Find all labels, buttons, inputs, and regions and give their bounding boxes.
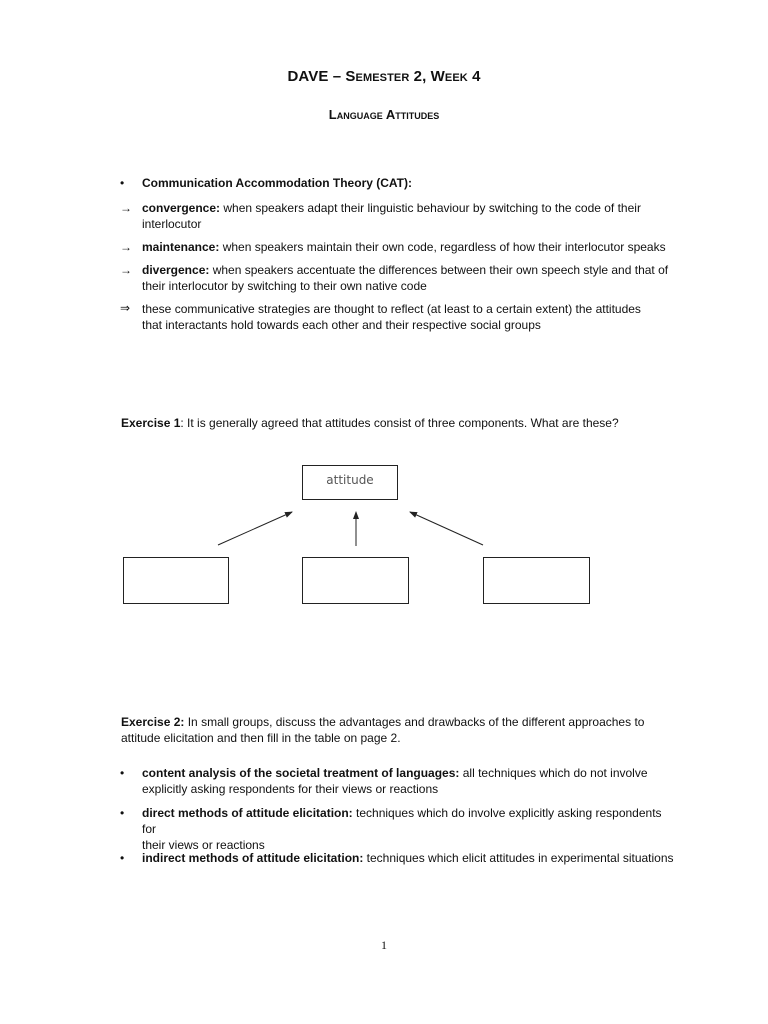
attitude-label: attitude	[326, 473, 374, 487]
exercise2-bullet-content-analysis: content analysis of the societal treatment of languages: all techniques which do not involve explicitly asking respondents for their views or reactions	[142, 766, 648, 796]
component-box-right[interactable]	[483, 557, 590, 604]
cat-item-maintenance: maintenance: when speakers maintain their own code, regardless of how their interlocutor speaks	[142, 240, 666, 254]
exercise2-bullet-direct: direct methods of attitude elicitation: techniques which do involve explicitly asking respondents for their views or reactions	[142, 806, 662, 852]
page-number: 1	[381, 938, 387, 952]
arrow-icon: →	[120, 263, 132, 277]
title-prefix: DAVE –	[287, 68, 346, 85]
cat-heading: Communication Accommodation Theory (CAT):	[142, 176, 412, 190]
arrow-icon: →	[120, 240, 132, 254]
arrow-icon: →	[120, 201, 132, 215]
exercise2-bullet-indirect: indirect methods of attitude elicitation: techniques which elicit attitudes in experimental situations	[142, 851, 674, 865]
cat-item-divergence: divergence: when speakers accentuate the differences between their own speech style and that of their interlocutor by switching to their own native code	[142, 263, 669, 293]
exercise1-prompt: Exercise 1: It is generally agreed that attitudes consist of three components. What are these?	[121, 416, 619, 430]
cat-conclusion: these communicative strategies are thought to reflect (at least to a certain extent) the attitudes that interactants hold towards each other and their respective social groups	[142, 302, 641, 332]
bullet-icon: •	[120, 851, 125, 865]
title-main: Semester 2, Week 4	[345, 68, 481, 85]
cat-item-convergence: convergence: when speakers adapt their linguistic behaviour by switching to the code of their interlocutor	[142, 201, 641, 231]
bullet-icon: •	[120, 806, 125, 820]
page-subtitle: Language Attitudes	[328, 107, 440, 122]
component-box-middle[interactable]	[302, 557, 409, 604]
bullet-icon: •	[120, 176, 125, 190]
bullet-icon: •	[120, 766, 125, 780]
component-box-left[interactable]	[123, 557, 229, 604]
arrow-right	[410, 512, 483, 545]
double-arrow-icon: ⇒	[120, 301, 131, 315]
exercise2-prompt: Exercise 2: In small groups, discuss the advantages and drawbacks of the different approaches to attitude elicitation and then fill in the table on page 2.	[121, 715, 645, 745]
arrow-left	[218, 512, 292, 545]
